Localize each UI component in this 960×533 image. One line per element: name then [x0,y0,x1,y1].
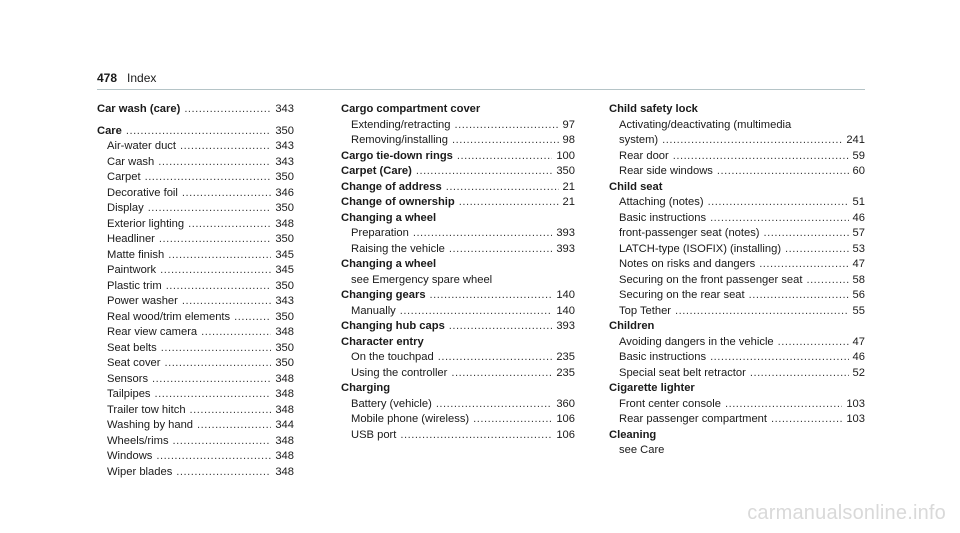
index-heading-entry[interactable] [341,164,575,180]
entry-label: On the touchpad [351,351,434,363]
index-sub-entry[interactable] [97,279,294,295]
leader-dots [400,304,553,320]
entry-label: Preparation [351,227,409,239]
leader-dots [201,325,271,341]
page-reference-link[interactable]: 350 [275,341,294,354]
entry-label: Extending/retracting [351,118,451,131]
page-reference-link[interactable]: 51 [852,196,865,208]
index-column-2 [341,102,575,443]
leader-dots [749,288,849,304]
leader-dots [473,412,552,428]
entry-label: Activating/deactivating (multimedia [619,118,792,131]
entry-label: Raising the vehicle [351,242,445,255]
index-sub-entry[interactable] [97,449,294,465]
index-sub-entry[interactable] [97,217,294,233]
leader-dots [160,263,271,279]
entry-label: Notes on risks and dangers [619,258,756,270]
entry-label: Child seat [609,180,663,193]
page-reference-link[interactable]: 393 [556,242,575,255]
leader-dots [455,118,559,134]
entry-label: Top Tether [619,304,672,317]
leader-dots [717,164,849,180]
page-reference-link[interactable]: 106 [556,428,575,441]
index-column-1 [97,102,294,480]
index-sub-entry[interactable] [341,133,575,149]
page-reference-link[interactable]: 348 [275,372,294,385]
index-heading-entry [609,180,865,196]
entry-label: Carpet [107,171,141,183]
page-reference-link[interactable]: 21 [562,180,575,193]
entry-label: Changing a wheel [341,211,437,224]
entry-label: Display [107,202,144,214]
index-sub-entry[interactable] [341,397,575,413]
leader-dots [184,102,271,118]
page-reference-link[interactable]: 235 [556,366,575,379]
page-reference-link[interactable]: 46 [852,351,865,363]
page-reference-link[interactable]: 47 [852,335,865,348]
index-sub-entry[interactable] [341,428,575,444]
index-sub-entry[interactable] [97,325,294,341]
index-sub-entry[interactable] [609,133,865,149]
entry-label: Seat belts [107,341,157,354]
entry-label: see Emergency spare wheel [351,273,493,286]
index-heading-entry[interactable] [341,180,575,196]
leader-dots [459,195,559,211]
entry-label: Plastic trim [107,279,162,292]
page-reference-link[interactable]: 21 [562,196,575,208]
index-sub-entry[interactable] [97,310,294,326]
index-sub-entry[interactable] [609,288,865,304]
index-sub-entry[interactable] [609,164,865,180]
index-heading-entry [609,102,865,118]
entry-label: Cargo compartment cover [341,103,481,115]
leader-dots [436,397,553,413]
page-reference-link[interactable]: 98 [562,134,575,146]
entry-label: see Care [619,444,665,456]
entry-label: Rear side windows [619,165,713,177]
index-sub-entry[interactable] [341,242,575,258]
page-reference-link[interactable]: 235 [556,351,575,363]
entry-label: Tailpipes [107,388,151,400]
entry-label: Avoiding dangers in the vehicle [619,335,774,348]
index-sub-entry[interactable] [97,232,294,248]
leader-dots [710,211,848,227]
index-sub-entry[interactable] [609,335,865,351]
page-reference-link[interactable]: 350 [275,279,294,292]
page-reference-link[interactable]: 100 [556,149,575,162]
entry-label: Manually [351,304,396,317]
leader-dots [126,124,271,140]
entry-label: Rear passenger compartment [619,413,767,425]
leader-dots [158,155,271,171]
leader-dots [750,366,849,382]
entry-label: Windows [107,450,153,462]
entry-label: Children [609,320,655,332]
page-header [97,71,156,85]
page-reference-link[interactable]: 350 [275,171,294,183]
leader-dots [190,403,272,419]
entry-label: Mobile phone (wireless) [351,413,470,425]
entry-label: Removing/installing [351,134,449,146]
leader-dots [778,335,849,351]
leader-dots [673,149,849,165]
leader-dots [457,149,552,165]
page-reference-link[interactable]: 103 [846,397,865,410]
index-sub-entry[interactable] [97,155,294,171]
entry-label: Seat cover [107,357,161,369]
entry-label: Changing hub caps [341,320,445,332]
leader-dots [413,226,552,242]
page-reference-link[interactable]: 350 [275,233,294,245]
entry-label: Cleaning [609,428,657,441]
entry-label: Exterior lighting [107,217,185,230]
page-reference-link[interactable]: 97 [562,118,575,131]
leader-dots [806,273,848,289]
leader-dots [182,186,271,202]
leader-dots [400,428,552,444]
index-sub-entry[interactable] [341,412,575,428]
page-reference-link[interactable]: 106 [556,413,575,425]
page-reference-link[interactable]: 360 [556,397,575,410]
page-reference-link[interactable]: 52 [852,366,865,379]
index-sub-entry[interactable] [97,294,294,310]
index-sub-entry [609,443,865,459]
index-heading-entry [609,381,865,397]
index-sub-entry[interactable] [97,341,294,357]
entry-label: USB port [351,428,397,441]
leader-dots [155,387,272,403]
entry-label: Car wash [107,155,155,168]
page-reference-link[interactable]: 343 [275,103,294,115]
header-divider [97,89,865,90]
page-reference-link[interactable]: 241 [846,134,865,146]
entry-label: Basic instructions [619,351,707,363]
entry-label: LATCH-type (ISOFIX) (installing) [619,242,782,255]
leader-dots [449,319,553,335]
entry-label: Basic instructions [619,211,707,224]
index-sub-entry[interactable] [609,257,865,273]
index-sub-entry[interactable] [609,350,865,366]
leader-dots [197,418,271,434]
index-sub-entry[interactable] [97,465,294,481]
index-heading-entry [341,335,575,351]
index-sub-entry[interactable] [341,366,575,382]
page-reference-link[interactable]: 350 [275,310,294,323]
leader-dots [785,242,849,258]
index-column-3 [609,102,865,459]
page-reference-link[interactable]: 350 [275,124,294,137]
leader-dots [180,139,271,155]
entry-label: Washing by hand [107,419,194,431]
entry-label: Securing on the rear seat [619,289,745,301]
page-reference-link[interactable]: 350 [275,357,294,369]
index-heading-entry [341,381,575,397]
entry-label: Air-water duct [107,140,177,152]
index-sub-entry[interactable] [609,242,865,258]
page-title: Index [127,71,157,85]
page-reference-link[interactable]: 350 [275,202,294,214]
page-reference-link[interactable]: 140 [556,289,575,301]
entry-label: Charging [341,382,391,394]
leader-dots [161,341,272,357]
index-sub-entry[interactable] [609,149,865,165]
page-reference-link[interactable]: 53 [852,242,865,255]
page-reference-link[interactable]: 348 [275,465,294,478]
index-sub-entry[interactable] [609,304,865,320]
page-reference-link[interactable]: 348 [275,403,294,416]
index-sub-entry[interactable] [609,226,865,242]
entry-label: Change of ownership [341,196,455,208]
index-sub-entry[interactable] [97,186,294,202]
entry-label: Wiper blades [107,465,173,478]
page-reference-link[interactable]: 345 [275,248,294,261]
index-heading-entry [609,428,865,444]
index-heading-entry [341,257,575,273]
page-reference-link[interactable]: 103 [846,413,865,425]
index-sub-entry[interactable] [609,273,865,289]
entry-label: Real wood/trim elements [107,310,231,323]
page-number: 478 [97,71,118,85]
entry-label: Rear view camera [107,326,198,338]
entry-label: Character entry [341,335,424,348]
index-sub-entry[interactable] [341,304,575,320]
page-reference-link[interactable]: 56 [852,289,865,301]
index-sub-entry [341,273,575,289]
index-heading-entry [341,211,575,227]
index-heading-entry [609,319,865,335]
leader-dots [145,170,272,186]
leader-dots [430,288,553,304]
entry-label: Front center console [619,397,721,410]
index-heading-entry[interactable] [341,288,575,304]
leader-dots [710,350,848,366]
leader-dots [148,201,272,217]
entry-label: Matte finish [107,248,165,261]
leader-dots [449,242,552,258]
leader-dots [764,226,849,242]
entry-label: Trailer tow hitch [107,403,186,416]
leader-dots [152,372,271,388]
leader-dots [446,180,559,196]
page-reference-link[interactable]: 60 [852,165,865,177]
entry-label: Care [97,124,122,137]
entry-label: Changing gears [341,289,426,301]
entry-label: Child safety lock [609,103,698,115]
index-sub-entry[interactable] [97,139,294,155]
page-reference-link[interactable]: 58 [852,273,865,286]
index-heading-entry[interactable] [97,102,294,118]
leader-dots [166,279,272,295]
index-sub-entry[interactable] [341,226,575,242]
leader-dots [176,465,271,481]
page-reference-link[interactable]: 348 [275,450,294,462]
page-reference-link[interactable]: 350 [556,165,575,177]
page-reference-link[interactable]: 140 [556,304,575,317]
index-sub-entry[interactable] [609,211,865,227]
leader-dots [451,366,552,382]
leader-dots [662,133,842,149]
index-sub-entry[interactable] [97,263,294,279]
leader-dots [156,449,271,465]
leader-dots [188,217,271,233]
index-sub-entry[interactable] [97,387,294,403]
index-sub-entry [609,118,865,134]
page-reference-link[interactable]: 59 [852,149,865,162]
watermark: carmanualsonline.info [747,502,946,524]
index-sub-entry[interactable] [97,248,294,264]
leader-dots [164,356,271,372]
entry-label: Decorative foil [107,186,178,199]
leader-dots [675,304,849,320]
index-heading-entry[interactable] [341,149,575,165]
page-reference-link[interactable]: 343 [275,155,294,168]
page-reference-link[interactable]: 346 [275,186,294,199]
index-heading-entry[interactable] [341,319,575,335]
entry-label: Cargo tie-down rings [341,149,453,162]
page-reference-link[interactable]: 348 [275,326,294,338]
index-sub-entry[interactable] [97,170,294,186]
entry-label: system) [619,134,659,146]
index-sub-entry[interactable] [341,118,575,134]
leader-dots [416,164,552,180]
index-sub-entry[interactable] [341,350,575,366]
index-sub-entry[interactable] [97,356,294,372]
entry-label: Securing on the front passenger seat [619,273,803,286]
index-sub-entry[interactable] [609,366,865,382]
index-sub-entry[interactable] [97,403,294,419]
index-sub-entry[interactable] [97,434,294,450]
entry-label: Using the controller [351,366,448,379]
page-reference-link[interactable]: 47 [852,258,865,270]
entry-label: Carpet (Care) [341,165,412,177]
leader-dots [173,434,272,450]
index-sub-entry[interactable] [97,418,294,434]
entry-label: Attaching (notes) [619,196,704,208]
index-sub-entry[interactable] [97,372,294,388]
index-heading-entry [341,102,575,118]
page-reference-link[interactable]: 393 [556,227,575,239]
index-heading-entry[interactable] [97,124,294,140]
leader-dots [234,310,271,326]
entry-label: Sensors [107,372,149,385]
page-reference-link[interactable]: 348 [275,434,294,447]
index-heading-entry[interactable] [341,195,575,211]
entry-label: Special seat belt retractor [619,366,746,379]
leader-dots [159,232,271,248]
leader-dots [182,294,271,310]
page-reference-link[interactable]: 57 [852,227,865,239]
entry-label: Wheels/rims [107,434,169,447]
entry-label: Cigarette lighter [609,382,695,394]
page-reference-link[interactable]: 393 [556,320,575,332]
entry-label: Paintwork [107,264,157,276]
leader-dots [725,397,842,413]
page-reference-link[interactable]: 344 [275,419,294,431]
entry-label: Changing a wheel [341,258,437,270]
index-sub-entry[interactable] [609,412,865,428]
index-sub-entry[interactable] [609,397,865,413]
index-sub-entry[interactable] [97,201,294,217]
entry-label: Rear door [619,149,669,162]
entry-label: Power washer [107,295,178,307]
entry-label: Car wash (care) [97,103,181,115]
entry-label: Battery (vehicle) [351,397,432,410]
leader-dots [452,133,559,149]
page-reference-link[interactable]: 348 [275,388,294,400]
index-sub-entry[interactable] [609,195,865,211]
leader-dots [168,248,271,264]
page-reference-link[interactable]: 348 [275,217,294,230]
leader-dots [759,257,848,273]
entry-label: Headliner [107,233,155,245]
entry-label: front-passenger seat (notes) [619,227,760,239]
page-reference-link[interactable]: 55 [852,304,865,317]
entry-label: Change of address [341,180,442,193]
leader-dots [438,350,553,366]
leader-dots [708,195,849,211]
page-reference-link[interactable]: 345 [275,264,294,276]
page-reference-link[interactable]: 46 [852,211,865,224]
page-reference-link[interactable]: 343 [275,140,294,152]
leader-dots [771,412,842,428]
page-reference-link[interactable]: 343 [275,295,294,307]
